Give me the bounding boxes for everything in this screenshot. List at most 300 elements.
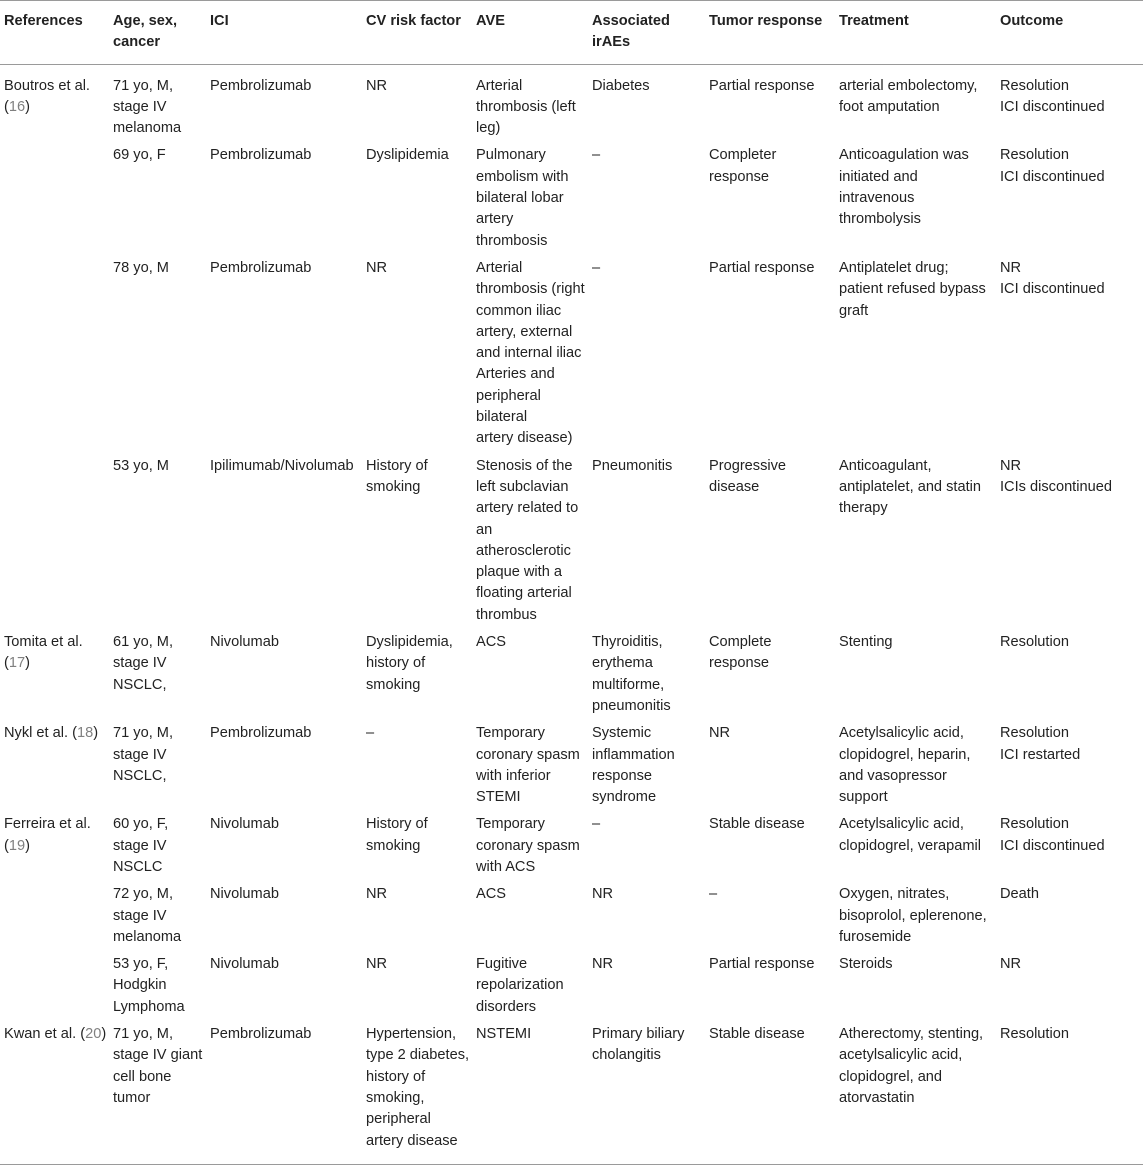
cell-text: stage IV — [113, 746, 167, 763]
reference-line — [4, 723, 107, 744]
cell-text: Death — [1000, 886, 1039, 903]
cell-text: erythema — [592, 655, 653, 672]
cell-text: Stenting — [839, 634, 893, 651]
table-row — [0, 64, 1143, 145]
cell-text: multiforme, — [592, 676, 665, 693]
cell-text: NR — [366, 259, 388, 276]
associated-iraes-cell — [588, 723, 705, 814]
cell-text: bilateral lobar — [476, 190, 564, 207]
cell-text: Arterial — [476, 259, 523, 276]
reference-cell — [0, 814, 109, 884]
reference-citation-link[interactable]: 19 — [8, 837, 26, 854]
cell-text: Nivolumab — [210, 634, 279, 651]
reference-cell — [0, 258, 109, 456]
reference-text: Nykl et al. ( — [4, 725, 77, 742]
column-header-ici — [206, 1, 362, 65]
table-row — [0, 258, 1143, 456]
cell-text: Hypertension, — [366, 1026, 457, 1043]
reference-text: Tomita et al. — [4, 634, 83, 651]
cell-text: Pembrolizumab — [210, 725, 312, 742]
reference-text: ( — [4, 98, 9, 115]
table-row — [0, 1024, 1143, 1164]
cell-text: cell bone — [113, 1068, 172, 1085]
cell-text: 78 yo, M — [113, 259, 169, 276]
cell-text: history of — [366, 1068, 426, 1085]
ici-cell — [206, 632, 362, 723]
cell-text: with inferior — [476, 767, 551, 784]
cell-text: intravenous — [839, 190, 915, 207]
cell-text: response — [709, 168, 770, 185]
cell-text: artery, external — [476, 323, 573, 340]
cell-text: ACS — [476, 634, 507, 651]
reference-close-paren: ) — [101, 1026, 107, 1043]
outcome-cell — [996, 145, 1143, 257]
cell-text: with ACS — [476, 858, 536, 875]
tumor-response-cell — [705, 1024, 835, 1164]
column-header-ave — [472, 1, 588, 65]
cell-text: thrombolysis — [839, 211, 921, 228]
cell-text: stage IV — [113, 907, 167, 924]
cell-text: ICIs discontinued — [1000, 478, 1112, 495]
cv-risk-factor-cell — [362, 884, 472, 954]
treatment-cell — [835, 884, 996, 954]
cell-text: NSCLC, — [113, 767, 167, 784]
cell-text: left subclavian — [476, 478, 569, 495]
cell-text: syndrome — [592, 789, 657, 806]
cell-text: type 2 diabetes, — [366, 1047, 470, 1064]
cell-text: an — [476, 521, 493, 538]
age-sex-cancer-cell — [109, 723, 206, 814]
cell-text: Resolution — [1000, 1026, 1069, 1043]
column-header-cv-risk-factor — [362, 1, 472, 65]
cell-text: inflammation — [592, 746, 675, 763]
ave-cell — [472, 723, 588, 814]
cell-text: ICI discontinued — [1000, 168, 1105, 185]
cell-text: disease — [709, 478, 760, 495]
cell-text: History of — [366, 457, 428, 474]
cv-risk-factor-cell — [362, 456, 472, 632]
cell-text: – — [592, 259, 601, 276]
cell-text: – — [592, 147, 601, 164]
cell-text: ICI discontinued — [1000, 837, 1105, 854]
treatment-cell — [835, 632, 996, 723]
age-sex-cancer-cell — [109, 258, 206, 456]
cell-text: Ipilimumab/Nivolumab — [210, 457, 354, 474]
table-body — [0, 64, 1143, 1164]
associated-iraes-cell — [588, 814, 705, 884]
cell-text: – — [592, 816, 601, 833]
cell-text: Resolution — [1000, 77, 1069, 94]
reference-cell — [0, 456, 109, 632]
cell-text: Anticoagulant, — [839, 457, 932, 474]
cell-text: response — [592, 767, 653, 784]
cv-risk-factor-cell — [362, 723, 472, 814]
reference-line — [4, 836, 107, 857]
column-header-text: cancer — [113, 34, 161, 51]
ave-cell — [472, 1024, 588, 1164]
outcome-cell — [996, 814, 1143, 884]
cell-text: Diabetes — [592, 77, 650, 94]
cell-text: antiplatelet, and statin — [839, 478, 981, 495]
cell-text: stage IV giant — [113, 1047, 203, 1064]
cell-text: graft — [839, 302, 869, 319]
reference-text: Kwan et al. ( — [4, 1026, 86, 1043]
age-sex-cancer-cell — [109, 1024, 206, 1164]
cell-text: NR — [592, 956, 614, 973]
tumor-response-cell — [705, 632, 835, 723]
cell-text: 71 yo, M, — [113, 1026, 174, 1043]
reference-close-paren: ) — [25, 98, 30, 115]
cell-text: atherosclerotic — [476, 542, 571, 559]
cell-text: Progressive — [709, 457, 787, 474]
associated-iraes-cell — [588, 145, 705, 257]
cell-text: melanoma — [113, 928, 182, 945]
cell-text: coronary spasm — [476, 837, 580, 854]
cell-text: thrombosis (left — [476, 98, 576, 115]
cell-text: 71 yo, M, — [113, 725, 174, 742]
cell-text: Dyslipidemia — [366, 147, 449, 164]
treatment-cell — [835, 814, 996, 884]
tumor-response-cell — [705, 456, 835, 632]
cell-text: clopidogrel, verapamil — [839, 837, 981, 854]
cell-text: Steroids — [839, 956, 893, 973]
table-row — [0, 456, 1143, 632]
table-header — [0, 1, 1143, 65]
cell-text: Thyroiditis, — [592, 634, 663, 651]
reference-cell — [0, 632, 109, 723]
cell-text: STEMI — [476, 789, 521, 806]
cell-text: stage IV — [113, 837, 167, 854]
associated-iraes-cell — [588, 954, 705, 1024]
cell-text: acetylsalicylic acid, — [839, 1047, 963, 1064]
treatment-cell — [835, 258, 996, 456]
cell-text: NR — [1000, 457, 1022, 474]
cell-text: Temporary — [476, 816, 545, 833]
cv-risk-factor-cell — [362, 258, 472, 456]
cell-text: NR — [709, 725, 731, 742]
outcome-cell — [996, 632, 1143, 723]
cell-text: – — [709, 886, 718, 903]
cell-text: stage IV — [113, 98, 167, 115]
cell-text: atorvastatin — [839, 1089, 915, 1106]
cell-text: Acetylsalicylic acid, — [839, 816, 964, 833]
cell-text: Partial response — [709, 259, 815, 276]
cv-risk-factor-cell — [362, 632, 472, 723]
ici-cell — [206, 1024, 362, 1164]
cell-text: arterial embolectomy, — [839, 77, 978, 94]
age-sex-cancer-cell — [109, 884, 206, 954]
cell-text: 53 yo, F, — [113, 956, 169, 973]
treatment-cell — [835, 954, 996, 1024]
cell-text: smoking, — [366, 1089, 425, 1106]
cell-text: leg) — [476, 120, 501, 137]
ici-cell — [206, 258, 362, 456]
cv-risk-factor-cell — [362, 64, 472, 145]
cell-text: Nivolumab — [210, 956, 279, 973]
cell-text: Complete — [709, 634, 772, 651]
reference-line — [4, 814, 107, 835]
reference-close-paren: ) — [93, 725, 99, 742]
reference-citation-link[interactable]: 20 — [85, 1026, 102, 1043]
cell-text: therapy — [839, 500, 888, 517]
cell-text: stage IV — [113, 655, 167, 672]
cell-text: furosemide — [839, 928, 912, 945]
outcome-cell — [996, 64, 1143, 145]
cell-text: NSCLC, — [113, 676, 167, 693]
cell-text: foot amputation — [839, 98, 940, 115]
cell-text: Antiplatelet drug; — [839, 259, 949, 276]
cell-text: ICI restarted — [1000, 746, 1081, 763]
reference-cell — [0, 884, 109, 954]
ici-cell — [206, 814, 362, 884]
associated-iraes-cell — [588, 456, 705, 632]
cell-text: and internal iliac — [476, 345, 582, 362]
ave-cell — [472, 814, 588, 884]
associated-iraes-cell — [588, 632, 705, 723]
treatment-cell — [835, 145, 996, 257]
cell-text: Primary biliary — [592, 1026, 685, 1043]
outcome-cell — [996, 1024, 1143, 1164]
column-header-text: Associated — [592, 13, 670, 29]
column-header-text: Outcome — [1000, 13, 1064, 29]
column-header-text: Treatment — [839, 13, 909, 29]
treatment-cell — [835, 456, 996, 632]
tumor-response-cell — [705, 258, 835, 456]
column-header-text: CV risk factor — [366, 13, 461, 29]
cell-text: NR — [366, 956, 388, 973]
cell-text: Stable disease — [709, 1026, 805, 1043]
cell-text: Anticoagulation was — [839, 147, 969, 164]
cell-text: thrombus — [476, 606, 537, 623]
cell-text: Resolution — [1000, 147, 1069, 164]
table-row — [0, 814, 1143, 884]
cell-text: smoking — [366, 676, 421, 693]
table-row — [0, 723, 1143, 814]
column-header-text: AVE — [476, 13, 505, 29]
cell-text: patient refused bypass — [839, 281, 986, 298]
cell-text: artery disease) — [476, 430, 573, 447]
cell-text: cholangitis — [592, 1047, 661, 1064]
cell-text: Partial response — [709, 956, 815, 973]
cell-text: bilateral — [476, 409, 528, 426]
tumor-response-cell — [705, 723, 835, 814]
column-header-outcome — [996, 1, 1143, 65]
reference-citation-link[interactable]: 16 — [8, 98, 26, 115]
column-header-treatment — [835, 1, 996, 65]
treatment-cell — [835, 1024, 996, 1164]
cv-risk-factor-cell — [362, 145, 472, 257]
age-sex-cancer-cell — [109, 814, 206, 884]
reference-text: Ferreira et al. — [4, 816, 91, 833]
associated-iraes-cell — [588, 64, 705, 145]
cell-text: coronary spasm — [476, 746, 580, 763]
cell-text: thrombosis — [476, 232, 548, 249]
cell-text: repolarization — [476, 977, 564, 994]
column-header-text: Age, sex, — [113, 13, 178, 29]
cell-text: NR — [366, 886, 388, 903]
cell-text: floating arterial — [476, 585, 572, 602]
cell-text: – — [366, 725, 375, 742]
column-header-references — [0, 1, 109, 65]
tumor-response-cell — [705, 954, 835, 1024]
cell-text: initiated and — [839, 168, 918, 185]
cell-text: melanoma — [113, 120, 182, 137]
cell-text: 53 yo, M — [113, 457, 169, 474]
ici-cell — [206, 64, 362, 145]
cell-text: NR — [1000, 956, 1022, 973]
ave-cell — [472, 954, 588, 1024]
cell-text: Atherectomy, stenting, — [839, 1026, 984, 1043]
cell-text: thrombosis (right — [476, 281, 585, 298]
column-header-text: irAEs — [592, 34, 631, 51]
reference-text: Boutros et al. — [4, 77, 90, 94]
cell-text: Acetylsalicylic acid, — [839, 725, 964, 742]
reference-citation-link[interactable]: 17 — [8, 655, 26, 672]
cell-text: clopidogrel, heparin, — [839, 746, 971, 763]
cell-text: peripheral — [366, 1111, 431, 1128]
cell-text: bisoprolol, eplerenone, — [839, 907, 987, 924]
associated-iraes-cell — [588, 884, 705, 954]
tumor-response-cell — [705, 64, 835, 145]
ave-cell — [472, 456, 588, 632]
ici-cell — [206, 884, 362, 954]
cell-text: Arteries and — [476, 366, 555, 383]
cell-text: Stenosis of the — [476, 457, 573, 474]
table-row — [0, 884, 1143, 954]
cell-text: smoking — [366, 837, 421, 854]
reference-cell — [0, 64, 109, 145]
reference-line — [4, 632, 107, 653]
table-row — [0, 954, 1143, 1024]
reference-line — [4, 97, 107, 118]
cell-text: Arterial — [476, 77, 523, 94]
age-sex-cancer-cell — [109, 632, 206, 723]
cell-text: pneumonitis — [592, 697, 671, 714]
cell-text: 72 yo, M, — [113, 886, 174, 903]
column-header-text: ICI — [210, 13, 229, 29]
reference-cell — [0, 723, 109, 814]
cell-text: ICI discontinued — [1000, 98, 1105, 115]
cell-text: smoking — [366, 478, 421, 495]
cell-text: Hodgkin — [113, 977, 167, 994]
reference-cell — [0, 1024, 109, 1164]
associated-iraes-cell — [588, 258, 705, 456]
ici-cell — [206, 954, 362, 1024]
column-header-age-sex-cancer — [109, 1, 206, 65]
cell-text: Nivolumab — [210, 816, 279, 833]
cell-text: Fugitive — [476, 956, 528, 973]
outcome-cell — [996, 884, 1143, 954]
cell-text: Dyslipidemia, — [366, 634, 453, 651]
cell-text: tumor — [113, 1089, 151, 1106]
cell-text: artery — [476, 211, 514, 228]
cell-text: Pembrolizumab — [210, 259, 312, 276]
cell-text: NSTEMI — [476, 1026, 532, 1043]
cell-text: ICI discontinued — [1000, 281, 1105, 298]
cell-text: embolism with — [476, 168, 569, 185]
cell-text: Stable disease — [709, 816, 805, 833]
ave-cell — [472, 884, 588, 954]
cell-text: support — [839, 789, 888, 806]
reference-line — [4, 1024, 107, 1045]
cell-text: 61 yo, M, — [113, 634, 174, 651]
cell-text: NR — [1000, 259, 1022, 276]
reference-cell — [0, 145, 109, 257]
cell-text: Pembrolizumab — [210, 1026, 312, 1043]
header-row — [0, 1, 1143, 65]
cell-text: disorders — [476, 998, 537, 1015]
cell-text: artery related to — [476, 500, 579, 517]
reference-text: ( — [4, 837, 9, 854]
column-header-text: Tumor response — [709, 13, 823, 29]
tumor-response-cell — [705, 884, 835, 954]
ave-cell — [472, 632, 588, 723]
cell-text: 69 yo, F — [113, 147, 166, 164]
reference-cell — [0, 954, 109, 1024]
cell-text: 71 yo, M, — [113, 77, 174, 94]
cell-text: History of — [366, 816, 428, 833]
table-row — [0, 632, 1143, 723]
cv-risk-factor-cell — [362, 954, 472, 1024]
outcome-cell — [996, 723, 1143, 814]
cell-text: Pembrolizumab — [210, 147, 312, 164]
table-row — [0, 145, 1143, 257]
ici-cell — [206, 723, 362, 814]
cell-text: peripheral — [476, 387, 541, 404]
cell-text: Temporary — [476, 725, 545, 742]
reference-citation-link[interactable]: 18 — [76, 725, 94, 742]
ave-cell — [472, 64, 588, 145]
cell-text: and vasopressor — [839, 767, 947, 784]
cell-text: history of — [366, 655, 426, 672]
reference-line — [4, 653, 107, 674]
cell-text: Pneumonitis — [592, 457, 673, 474]
outcome-cell — [996, 456, 1143, 632]
associated-iraes-cell — [588, 1024, 705, 1164]
reference-text: ( — [4, 655, 9, 672]
cv-risk-factor-cell — [362, 814, 472, 884]
age-sex-cancer-cell — [109, 145, 206, 257]
reference-line — [4, 76, 107, 97]
reference-close-paren: ) — [25, 655, 30, 672]
column-header-text: References — [4, 13, 83, 29]
ave-cell — [472, 145, 588, 257]
column-header-associated-iraes — [588, 1, 705, 65]
cell-text: NSCLC — [113, 858, 163, 875]
cell-text: Oxygen, nitrates, — [839, 886, 950, 903]
cv-risk-factor-cell — [362, 1024, 472, 1164]
age-sex-cancer-cell — [109, 64, 206, 145]
outcome-cell — [996, 258, 1143, 456]
age-sex-cancer-cell — [109, 954, 206, 1024]
cell-text: Lymphoma — [113, 998, 185, 1015]
cell-text: plaque with a — [476, 564, 563, 581]
tumor-response-cell — [705, 145, 835, 257]
cell-text: Systemic — [592, 725, 652, 742]
cell-text: Resolution — [1000, 816, 1069, 833]
outcome-cell — [996, 954, 1143, 1024]
treatment-cell — [835, 64, 996, 145]
ici-cell — [206, 145, 362, 257]
cell-text: artery disease — [366, 1132, 458, 1149]
cell-text: common iliac — [476, 302, 562, 319]
reference-close-paren: ) — [25, 837, 30, 854]
cell-text: ACS — [476, 886, 507, 903]
column-header-tumor-response — [705, 1, 835, 65]
ici-cell — [206, 456, 362, 632]
cell-text: Completer — [709, 147, 777, 164]
cell-text: Pulmonary — [476, 147, 546, 164]
